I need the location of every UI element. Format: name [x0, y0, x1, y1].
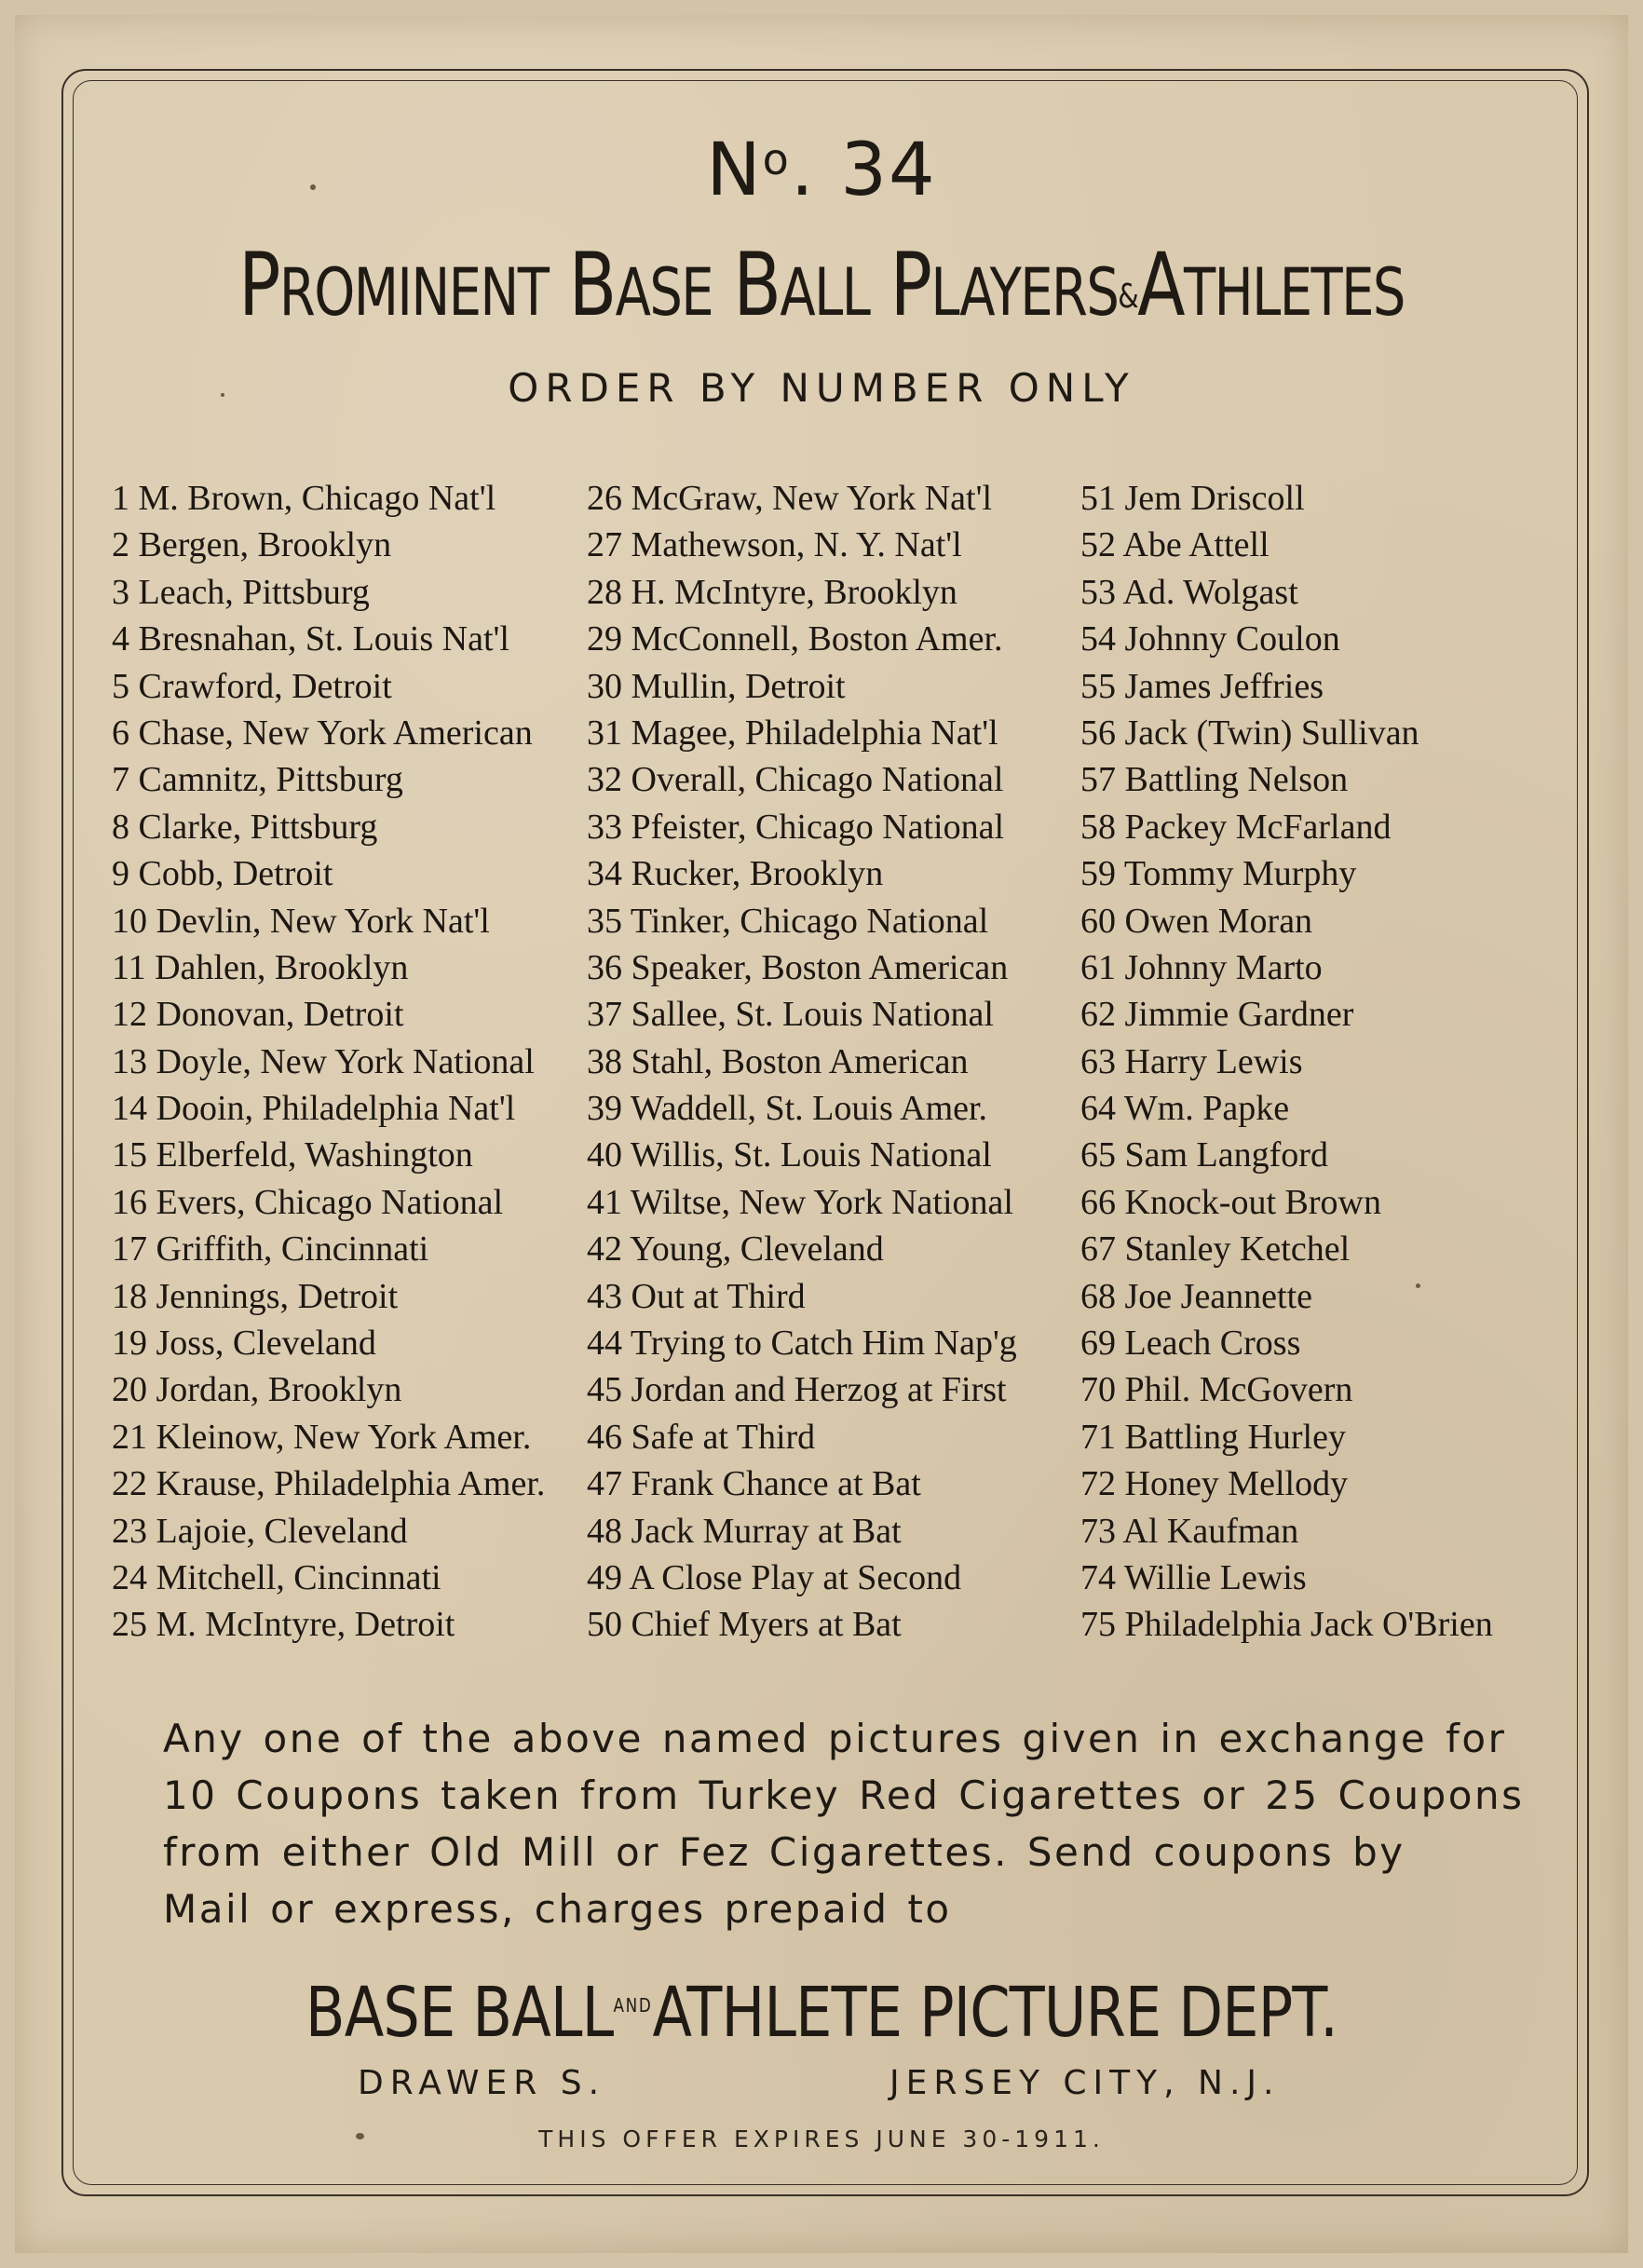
checklist-item: 73 Al Kaufman — [1080, 1511, 1299, 1551]
page-title — [164, 235, 1478, 336]
checklist-item: 24 Mitchell, Cincinnati — [112, 1557, 441, 1597]
checklist-item: 12 Donovan, Detroit — [112, 995, 404, 1035]
checklist-column-1 — [112, 475, 545, 1649]
dept-right: ATHLETE PICTURE DEPT. — [652, 1973, 1338, 2053]
checklist-item: 43 Out at Third — [587, 1276, 806, 1316]
checklist-item: 13 Doyle, New York National — [112, 1041, 535, 1081]
checklist-item: 65 Sam Langford — [1080, 1135, 1328, 1175]
offer-line: 10 Coupons taken from Turkey Red Cigarettes or 25 Coupons — [163, 1772, 1525, 1818]
title-word: THLETES — [1183, 254, 1405, 331]
checklist-item: 63 Harry Lewis — [1080, 1041, 1303, 1081]
checklist-item: 18 Jennings, Detroit — [112, 1276, 399, 1316]
checklist-item: 16 Evers, Chicago National — [112, 1182, 504, 1222]
checklist-item: 49 A Close Play at Second — [587, 1557, 962, 1597]
checklist-item: 2 Bergen, Brooklyn — [112, 525, 392, 565]
title-letter: P — [238, 235, 279, 336]
checklist-item: 35 Tinker, Chicago National — [587, 901, 989, 941]
checklist-item: 20 Jordan, Brooklyn — [112, 1370, 402, 1410]
checklist-item: 31 Magee, Philadelphia Nat'l — [587, 713, 998, 753]
checklist-item: 54 Johnny Coulon — [1080, 619, 1340, 659]
checklist-item: 21 Kleinow, New York Amer. — [112, 1417, 532, 1457]
checklist-item: 34 Rucker, Brooklyn — [587, 854, 884, 894]
checklist-item: 25 M. McIntyre, Detroit — [112, 1605, 455, 1645]
offer-paragraph — [163, 1710, 1523, 1937]
checklist-item: 17 Griffith, Cincinnati — [112, 1229, 429, 1270]
checklist-item: 37 Sallee, St. Louis National — [587, 995, 994, 1035]
checklist-item: 61 Johnny Marto — [1080, 947, 1323, 987]
checklist-item: 36 Speaker, Boston American — [587, 947, 1009, 987]
dept-left: BASE BALL — [305, 1973, 614, 2053]
checklist-item: 39 Waddell, St. Louis Amer. — [587, 1089, 988, 1129]
checklist-item: 33 Pfeister, Chicago National — [587, 807, 1005, 847]
checklist-item: 56 Jack (Twin) Sullivan — [1080, 713, 1419, 753]
title-word: LAYERS — [930, 254, 1119, 331]
title-word: ASE — [615, 254, 713, 331]
drawer-address: DRAWER S. — [358, 2064, 606, 2102]
title-letter: P — [889, 235, 931, 336]
number-dot: . — [790, 129, 816, 212]
city-address: JERSEY CITY, N.J. — [889, 2064, 1281, 2102]
card-series-number — [0, 129, 1643, 212]
checklist-item: 58 Packey McFarland — [1080, 807, 1392, 847]
checklist-item: 15 Elberfeld, Washington — [112, 1135, 473, 1175]
checklist-item: 14 Dooin, Philadelphia Nat'l — [112, 1089, 516, 1129]
checklist-item: 51 Jem Driscoll — [1080, 479, 1305, 518]
checklist-item: 64 Wm. Papke — [1080, 1089, 1290, 1129]
dept-and: AND — [613, 1994, 653, 2017]
offer-line: Any one of the above named pictures given in exchange for — [163, 1716, 1507, 1761]
title-ampersand: & — [1118, 278, 1138, 316]
checklist-item: 7 Camnitz, Pittsburg — [112, 760, 403, 800]
offer-line: Mail or express, charges prepaid to — [163, 1886, 952, 1932]
checklist-item: 26 McGraw, New York Nat'l — [587, 479, 992, 518]
checklist-column-2 — [587, 475, 1017, 1649]
checklist-item: 68 Joe Jeannette — [1080, 1276, 1313, 1316]
checklist-item: 9 Cobb, Detroit — [112, 854, 333, 894]
checklist-item: 32 Overall, Chicago National — [587, 760, 1004, 800]
checklist-item: 1 M. Brown, Chicago Nat'l — [112, 479, 496, 518]
title-letter: B — [568, 235, 616, 336]
checklist-item: 8 Clarke, Pittsburg — [112, 807, 378, 847]
checklist-item: 67 Stanley Ketchel — [1080, 1229, 1351, 1270]
player-checklist — [0, 475, 1643, 1686]
checklist-column-3 — [1080, 475, 1493, 1649]
checklist-item: 5 Crawford, Detroit — [112, 666, 392, 706]
checklist-item: 52 Abe Attell — [1080, 525, 1270, 565]
checklist-item: 72 Honey Mellody — [1080, 1464, 1349, 1504]
checklist-item: 4 Bresnahan, St. Louis Nat'l — [112, 619, 509, 659]
title-letter: A — [1137, 235, 1184, 336]
checklist-item: 55 James Jeffries — [1080, 666, 1324, 706]
checklist-item: 46 Safe at Third — [587, 1417, 816, 1457]
checklist-item: 75 Philadelphia Jack O'Brien — [1080, 1605, 1493, 1645]
title-letter: B — [733, 235, 781, 336]
offer-line: from either Old Mill or Fez Cigarettes. Send coupons by — [163, 1829, 1405, 1875]
checklist-item: 6 Chase, New York American — [112, 713, 533, 753]
expiration-note: THIS OFFER EXPIRES JUNE 30-1911. — [538, 2125, 1105, 2153]
checklist-item: 57 Battling Nelson — [1080, 760, 1349, 800]
checklist-item: 28 H. McIntyre, Brooklyn — [587, 572, 957, 612]
checklist-item: 30 Mullin, Detroit — [587, 666, 846, 706]
checklist-item: 48 Jack Murray at Bat — [587, 1511, 902, 1551]
checklist-item: 44 Trying to Catch Him Nap'g — [587, 1324, 1017, 1364]
checklist-item: 19 Joss, Cleveland — [112, 1324, 376, 1364]
department-name — [131, 1973, 1512, 2053]
order-instruction: ORDER BY NUMBER ONLY — [508, 365, 1135, 411]
checklist-item: 22 Krause, Philadelphia Amer. — [112, 1464, 546, 1504]
checklist-item: 42 Young, Cleveland — [587, 1229, 884, 1270]
number-value: 34 — [840, 129, 937, 212]
checklist-item: 70 Phil. McGovern — [1080, 1370, 1353, 1410]
checklist-item: 74 Willie Lewis — [1080, 1557, 1307, 1597]
checklist-item: 60 Owen Moran — [1080, 901, 1313, 941]
checklist-item: 59 Tommy Murphy — [1080, 854, 1357, 894]
checklist-item: 23 Lajoie, Cleveland — [112, 1511, 408, 1551]
checklist-item: 47 Frank Chance at Bat — [587, 1464, 921, 1504]
checklist-item: 53 Ad. Wolgast — [1080, 572, 1298, 612]
checklist-item: 38 Stahl, Boston American — [587, 1041, 969, 1081]
number-suffix: o — [762, 134, 791, 184]
checklist-item: 71 Battling Hurley — [1080, 1417, 1346, 1457]
checklist-item: 66 Knock-out Brown — [1080, 1182, 1381, 1222]
checklist-item: 40 Willis, St. Louis National — [587, 1135, 992, 1175]
checklist-item: 29 McConnell, Boston Amer. — [587, 619, 1003, 659]
checklist-item: 62 Jimmie Gardner — [1080, 995, 1354, 1035]
checklist-item: 10 Devlin, New York Nat'l — [112, 901, 490, 941]
checklist-item: 11 Dahlen, Brooklyn — [112, 947, 409, 987]
checklist-item: 3 Leach, Pittsburg — [112, 572, 370, 612]
checklist-item: 27 Mathewson, N. Y. Nat'l — [587, 525, 962, 565]
checklist-item: 69 Leach Cross — [1080, 1324, 1301, 1364]
number-prefix: N — [706, 129, 763, 212]
checklist-item: 41 Wiltse, New York National — [587, 1182, 1013, 1222]
checklist-item: 50 Chief Myers at Bat — [587, 1605, 902, 1645]
checklist-item: 45 Jordan and Herzog at First — [587, 1370, 1007, 1410]
title-word: ALL — [780, 254, 870, 331]
title-word: ROMINENT — [278, 254, 549, 331]
